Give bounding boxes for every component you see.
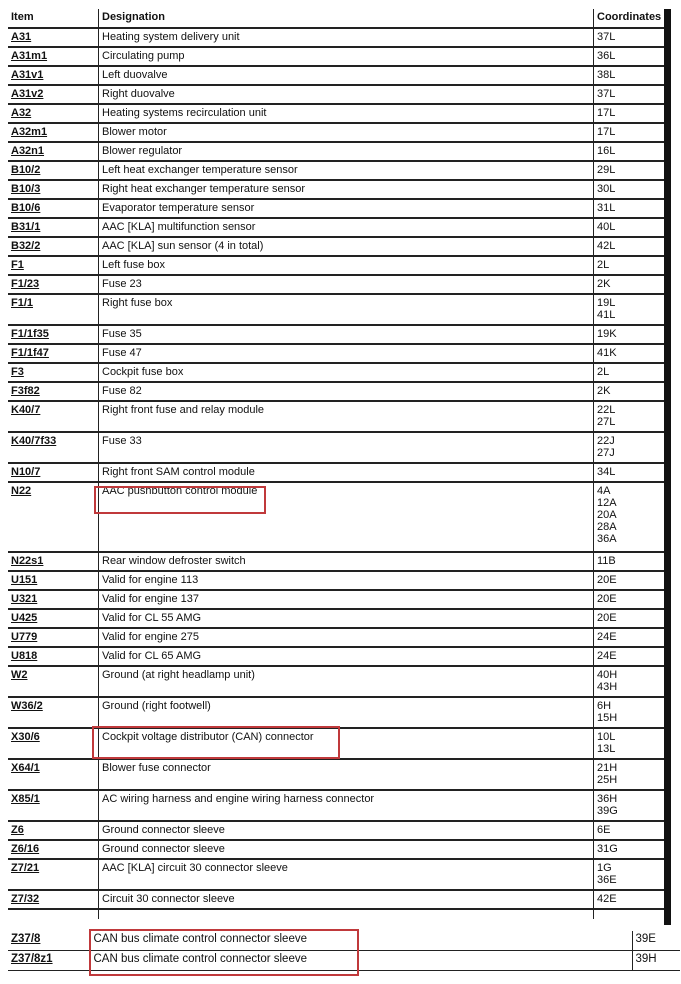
designation-cell: Ground connector sleeve bbox=[99, 840, 594, 859]
table-row bbox=[8, 821, 666, 840]
designation-cell: Ground (at right headlamp unit) bbox=[99, 666, 594, 697]
coordinate-value: 39G bbox=[597, 805, 618, 817]
designation-cell: Right front SAM control module bbox=[99, 463, 594, 482]
item-cell bbox=[8, 28, 99, 47]
coordinates-cell bbox=[594, 66, 667, 85]
item-link[interactable]: F1/1 bbox=[11, 297, 34, 309]
item-cell bbox=[8, 890, 99, 909]
designation-cell: Left fuse box bbox=[99, 256, 594, 275]
item-link[interactable]: B10/2 bbox=[11, 164, 41, 176]
coordinate-value: 2L bbox=[597, 366, 610, 378]
coordinate-value: 27J bbox=[597, 447, 615, 459]
item-cell bbox=[8, 325, 99, 344]
coordinates-cell bbox=[594, 759, 667, 790]
table-row bbox=[8, 256, 666, 275]
coordinates-cell bbox=[594, 237, 667, 256]
table-row bbox=[8, 142, 666, 161]
table-row bbox=[8, 218, 666, 237]
coordinate-value: 24E bbox=[597, 650, 617, 662]
item-cell bbox=[8, 931, 90, 951]
coordinates-cell bbox=[594, 552, 667, 571]
designation-cell: Blower motor bbox=[99, 123, 594, 142]
coordinates-cell bbox=[594, 463, 667, 482]
blank-row bbox=[8, 909, 666, 919]
coordinates-cell bbox=[594, 85, 667, 104]
coordinates-cell bbox=[594, 609, 667, 628]
item-cell bbox=[8, 218, 99, 237]
coordinates-cell bbox=[594, 256, 667, 275]
item-link[interactable]: Z6 bbox=[11, 824, 24, 836]
coordinate-value: 37L bbox=[597, 31, 616, 43]
item-link[interactable]: A31v1 bbox=[11, 69, 44, 81]
designation-cell: Evaporator temperature sensor bbox=[99, 199, 594, 218]
table-row bbox=[8, 790, 666, 821]
item-link[interactable]: F1/23 bbox=[11, 278, 40, 290]
table-row bbox=[8, 382, 666, 401]
coordinates-cell bbox=[594, 859, 667, 890]
item-link[interactable]: F1 bbox=[11, 259, 24, 271]
coordinate-value: 10L bbox=[597, 731, 616, 743]
item-link[interactable]: K40/7f33 bbox=[11, 435, 57, 447]
table-row bbox=[8, 571, 666, 590]
coordinates-cell bbox=[594, 47, 667, 66]
item-link[interactable]: U818 bbox=[11, 650, 38, 662]
designation-cell: AAC [KLA] multifunction sensor bbox=[99, 218, 594, 237]
table-row bbox=[8, 363, 666, 382]
item-link[interactable]: B32/2 bbox=[11, 240, 41, 252]
designation-cell: AAC [KLA] circuit 30 connector sleeve bbox=[99, 859, 594, 890]
designation-cell: Valid for CL 65 AMG bbox=[99, 647, 594, 666]
item-link[interactable]: X64/1 bbox=[11, 762, 40, 774]
item-cell bbox=[8, 363, 99, 382]
coordinate-value: 16L bbox=[597, 145, 616, 157]
item-cell bbox=[8, 728, 99, 759]
coordinate-value: 2K bbox=[597, 385, 611, 397]
table-row bbox=[8, 890, 666, 909]
item-link[interactable]: N22s1 bbox=[11, 555, 44, 567]
coordinates-cell bbox=[594, 821, 667, 840]
table-row bbox=[8, 66, 666, 85]
item-link[interactable]: Z37/8 bbox=[11, 933, 41, 945]
designation-cell: AAC pushbutton control module bbox=[99, 482, 594, 552]
coordinate-value: 21H bbox=[597, 762, 618, 774]
item-cell bbox=[8, 609, 99, 628]
coordinates-cell bbox=[594, 890, 667, 909]
item-link[interactable]: A32n1 bbox=[11, 145, 45, 157]
header-designation: Designation bbox=[99, 9, 594, 28]
coordinate-value: 43H bbox=[597, 681, 618, 693]
coordinates-cell bbox=[594, 840, 667, 859]
table-row bbox=[8, 275, 666, 294]
designation-cell: Right duovalve bbox=[99, 85, 594, 104]
designation-cell: Right fuse box bbox=[99, 294, 594, 325]
item-link[interactable]: U425 bbox=[11, 612, 38, 624]
coordinate-value: 42L bbox=[597, 240, 616, 252]
table-row bbox=[8, 294, 666, 325]
item-link[interactable]: U321 bbox=[11, 593, 38, 605]
item-cell bbox=[8, 790, 99, 821]
item-cell bbox=[8, 590, 99, 609]
coordinate-value: 19K bbox=[597, 328, 617, 340]
item-cell bbox=[8, 666, 99, 697]
table-row bbox=[8, 432, 666, 463]
item-link[interactable]: Z37/8z1 bbox=[11, 953, 53, 965]
coordinate-value: 24E bbox=[597, 631, 617, 643]
item-cell bbox=[8, 123, 99, 142]
item-link[interactable]: W36/2 bbox=[11, 700, 43, 712]
table-row bbox=[8, 951, 680, 971]
coordinate-value: 13L bbox=[597, 743, 616, 755]
item-cell bbox=[8, 859, 99, 890]
item-cell bbox=[8, 759, 99, 790]
designation-cell: Heating system delivery unit bbox=[99, 28, 594, 47]
item-cell bbox=[8, 237, 99, 256]
coordinates-cell bbox=[594, 275, 667, 294]
designation-cell: Valid for engine 275 bbox=[99, 628, 594, 647]
table-row bbox=[8, 325, 666, 344]
coordinates-cell bbox=[594, 590, 667, 609]
table-row bbox=[8, 552, 666, 571]
coordinate-value: 1G bbox=[597, 862, 612, 874]
item-link[interactable]: X85/1 bbox=[11, 793, 40, 805]
table-row bbox=[8, 104, 666, 123]
table-row bbox=[8, 609, 666, 628]
table-row bbox=[8, 344, 666, 363]
coordinate-value: 30L bbox=[597, 183, 616, 195]
coordinate-value: 20E bbox=[597, 612, 617, 624]
coordinate-value: 34L bbox=[597, 466, 616, 478]
table-row bbox=[8, 647, 666, 666]
coordinate-value: 6H bbox=[597, 700, 612, 712]
table-row bbox=[8, 759, 666, 790]
designation-cell: Fuse 82 bbox=[99, 382, 594, 401]
coordinate-value: 20A bbox=[597, 509, 617, 521]
coordinate-value: 36L bbox=[597, 50, 616, 62]
item-cell bbox=[8, 951, 90, 971]
table-row bbox=[8, 237, 666, 256]
coordinate-value: 31G bbox=[597, 843, 618, 855]
item-cell bbox=[8, 821, 99, 840]
coordinate-value: 29L bbox=[597, 164, 616, 176]
coordinates-cell bbox=[594, 28, 667, 47]
item-cell bbox=[8, 199, 99, 218]
designation-cell: CAN bus climate control connector sleeve bbox=[90, 931, 632, 951]
coordinate-value: 6E bbox=[597, 824, 611, 836]
designation-cell: Fuse 23 bbox=[99, 275, 594, 294]
item-cell bbox=[8, 482, 99, 552]
coordinate-value: 40H bbox=[597, 669, 618, 681]
coordinates-cell bbox=[594, 790, 667, 821]
designation-cell: Valid for engine 113 bbox=[99, 571, 594, 590]
designation-cell: Ground connector sleeve bbox=[99, 821, 594, 840]
coordinate-value: 22L bbox=[597, 404, 616, 416]
table-row bbox=[8, 47, 666, 66]
designation-cell: Heating systems recirculation unit bbox=[99, 104, 594, 123]
table-body bbox=[8, 28, 666, 919]
coordinates-cell bbox=[594, 344, 667, 363]
table-row bbox=[8, 728, 666, 759]
item-link[interactable]: F1/1f35 bbox=[11, 328, 49, 340]
item-link[interactable]: A31 bbox=[11, 31, 32, 43]
item-link[interactable]: B31/1 bbox=[11, 221, 41, 233]
coordinate-value: 37L bbox=[597, 88, 616, 100]
coordinate-value: 38L bbox=[597, 69, 616, 81]
coordinate-value: 19L bbox=[597, 297, 616, 309]
item-cell bbox=[8, 275, 99, 294]
designation-cell: Fuse 33 bbox=[99, 432, 594, 463]
item-link[interactable]: F3f82 bbox=[11, 385, 40, 397]
designation-cell: Fuse 35 bbox=[99, 325, 594, 344]
coordinates-cell bbox=[594, 382, 667, 401]
coordinates-cell bbox=[594, 432, 667, 463]
coordinate-value: 41L bbox=[597, 309, 616, 321]
designation-cell: Ground (right footwell) bbox=[99, 697, 594, 728]
item-link[interactable]: N10/7 bbox=[11, 466, 41, 478]
coordinate-value: 36A bbox=[597, 533, 617, 545]
blank-cell bbox=[594, 909, 667, 919]
item-cell bbox=[8, 256, 99, 275]
item-cell bbox=[8, 180, 99, 199]
item-cell bbox=[8, 47, 99, 66]
coordinates-cell bbox=[594, 180, 667, 199]
item-link[interactable]: A31v2 bbox=[11, 88, 44, 100]
designation-cell: Circulating pump bbox=[99, 47, 594, 66]
table-row bbox=[8, 123, 666, 142]
designation-cell: Cockpit fuse box bbox=[99, 363, 594, 382]
additional-components-table bbox=[8, 931, 680, 971]
coordinate-value: 17L bbox=[597, 126, 616, 138]
components-table bbox=[8, 9, 666, 919]
table-row bbox=[8, 482, 666, 552]
coordinate-value: 36E bbox=[597, 874, 617, 886]
coordinate-value: 28A bbox=[597, 521, 617, 533]
coordinate-value: 17L bbox=[597, 107, 616, 119]
designation-cell: CAN bus climate control connector sleeve bbox=[90, 951, 632, 971]
table-row bbox=[8, 840, 666, 859]
coordinate-value: 42E bbox=[597, 893, 617, 905]
item-cell bbox=[8, 161, 99, 180]
coordinate-value: 11B bbox=[597, 555, 616, 567]
item-cell bbox=[8, 552, 99, 571]
table-header-row bbox=[8, 9, 666, 28]
item-link[interactable]: A32 bbox=[11, 107, 32, 119]
item-link[interactable]: W2 bbox=[11, 669, 28, 681]
designation-cell: Circuit 30 connector sleeve bbox=[99, 890, 594, 909]
item-cell bbox=[8, 571, 99, 590]
table-row bbox=[8, 590, 666, 609]
coordinates-cell bbox=[594, 401, 667, 432]
table-row bbox=[8, 628, 666, 647]
item-cell bbox=[8, 294, 99, 325]
coordinates-cell bbox=[594, 161, 667, 180]
designation-cell: AC wiring harness and engine wiring harness connector bbox=[99, 790, 594, 821]
table-row bbox=[8, 666, 666, 697]
coordinates-cell bbox=[594, 199, 667, 218]
coordinate-value: 4A bbox=[597, 485, 611, 497]
coordinates-cell bbox=[594, 363, 667, 382]
designation-cell: Blower regulator bbox=[99, 142, 594, 161]
designation-cell: Valid for engine 137 bbox=[99, 590, 594, 609]
item-link[interactable]: Z6/16 bbox=[11, 843, 40, 855]
table-row bbox=[8, 199, 666, 218]
item-cell bbox=[8, 463, 99, 482]
coordinate-value: 2L bbox=[597, 259, 610, 271]
designation-cell: Left heat exchanger temperature sensor bbox=[99, 161, 594, 180]
table-row bbox=[8, 463, 666, 482]
coordinate-value: 41K bbox=[597, 347, 617, 359]
coordinate-value: 15H bbox=[597, 712, 618, 724]
additional-table-body bbox=[8, 931, 680, 971]
item-cell bbox=[8, 647, 99, 666]
coordinates-cell bbox=[594, 104, 667, 123]
item-cell bbox=[8, 432, 99, 463]
table-row bbox=[8, 28, 666, 47]
item-cell bbox=[8, 840, 99, 859]
coordinates-cell bbox=[594, 482, 667, 552]
coordinates-cell bbox=[594, 571, 667, 590]
coordinate-value: 22J bbox=[597, 435, 615, 447]
coordinates-cell bbox=[594, 142, 667, 161]
coordinates-cell: 39H bbox=[632, 951, 680, 971]
designation-cell: Cockpit voltage distributor (CAN) connector bbox=[99, 728, 594, 759]
designation-cell: Blower fuse connector bbox=[99, 759, 594, 790]
designation-cell: Left duovalve bbox=[99, 66, 594, 85]
coordinates-cell: 39E bbox=[632, 931, 680, 951]
item-link[interactable]: K40/7 bbox=[11, 404, 41, 416]
coordinates-cell bbox=[594, 666, 667, 697]
designation-cell: Fuse 47 bbox=[99, 344, 594, 363]
designation-cell: Right front fuse and relay module bbox=[99, 401, 594, 432]
table-row bbox=[8, 401, 666, 432]
designation-cell: Rear window defroster switch bbox=[99, 552, 594, 571]
item-link[interactable]: U151 bbox=[11, 574, 38, 586]
table-row bbox=[8, 180, 666, 199]
item-link[interactable]: B10/6 bbox=[11, 202, 41, 214]
coordinates-cell bbox=[594, 647, 667, 666]
item-cell bbox=[8, 382, 99, 401]
header-coordinates: Coordinates bbox=[594, 9, 667, 28]
item-link[interactable]: Z7/21 bbox=[11, 862, 40, 874]
item-link[interactable]: F3 bbox=[11, 366, 24, 378]
coordinate-value: 20E bbox=[597, 593, 617, 605]
designation-cell: Valid for CL 55 AMG bbox=[99, 609, 594, 628]
item-link[interactable]: X30/6 bbox=[11, 731, 40, 743]
coordinate-value: 40L bbox=[597, 221, 616, 233]
coordinate-value: 36H bbox=[597, 793, 618, 805]
coordinate-value: 20E bbox=[597, 574, 617, 586]
item-link[interactable]: A32m1 bbox=[11, 126, 48, 138]
item-cell bbox=[8, 344, 99, 363]
blank-cell bbox=[99, 909, 594, 919]
coordinate-value: 2K bbox=[597, 278, 611, 290]
item-link[interactable]: U779 bbox=[11, 631, 38, 643]
item-cell bbox=[8, 401, 99, 432]
coordinate-value: 25H bbox=[597, 774, 618, 786]
item-link[interactable]: B10/3 bbox=[11, 183, 41, 195]
coordinates-cell bbox=[594, 728, 667, 759]
coordinates-cell bbox=[594, 628, 667, 647]
coordinate-value: 31L bbox=[597, 202, 616, 214]
coordinate-value: 12A bbox=[597, 497, 617, 509]
table-row bbox=[8, 697, 666, 728]
item-cell bbox=[8, 697, 99, 728]
table-row bbox=[8, 931, 680, 951]
coordinates-cell bbox=[594, 123, 667, 142]
item-link[interactable]: F1/1f47 bbox=[11, 347, 49, 359]
designation-cell: Right heat exchanger temperature sensor bbox=[99, 180, 594, 199]
designation-cell: AAC [KLA] sun sensor (4 in total) bbox=[99, 237, 594, 256]
item-link[interactable]: A31m1 bbox=[11, 50, 48, 62]
coordinate-value: 27L bbox=[597, 416, 616, 428]
blank-cell bbox=[8, 909, 99, 919]
item-link[interactable]: N22 bbox=[11, 485, 32, 497]
item-cell bbox=[8, 628, 99, 647]
item-cell bbox=[8, 104, 99, 123]
header-item: Item bbox=[8, 9, 99, 28]
right-edge-bar bbox=[664, 9, 671, 925]
item-cell bbox=[8, 66, 99, 85]
table-row bbox=[8, 85, 666, 104]
table-row bbox=[8, 859, 666, 890]
item-link[interactable]: Z7/32 bbox=[11, 893, 40, 905]
table-row bbox=[8, 161, 666, 180]
item-cell bbox=[8, 142, 99, 161]
coordinates-cell bbox=[594, 294, 667, 325]
coordinates-cell bbox=[594, 218, 667, 237]
item-cell bbox=[8, 85, 99, 104]
coordinates-cell bbox=[594, 325, 667, 344]
coordinates-cell bbox=[594, 697, 667, 728]
